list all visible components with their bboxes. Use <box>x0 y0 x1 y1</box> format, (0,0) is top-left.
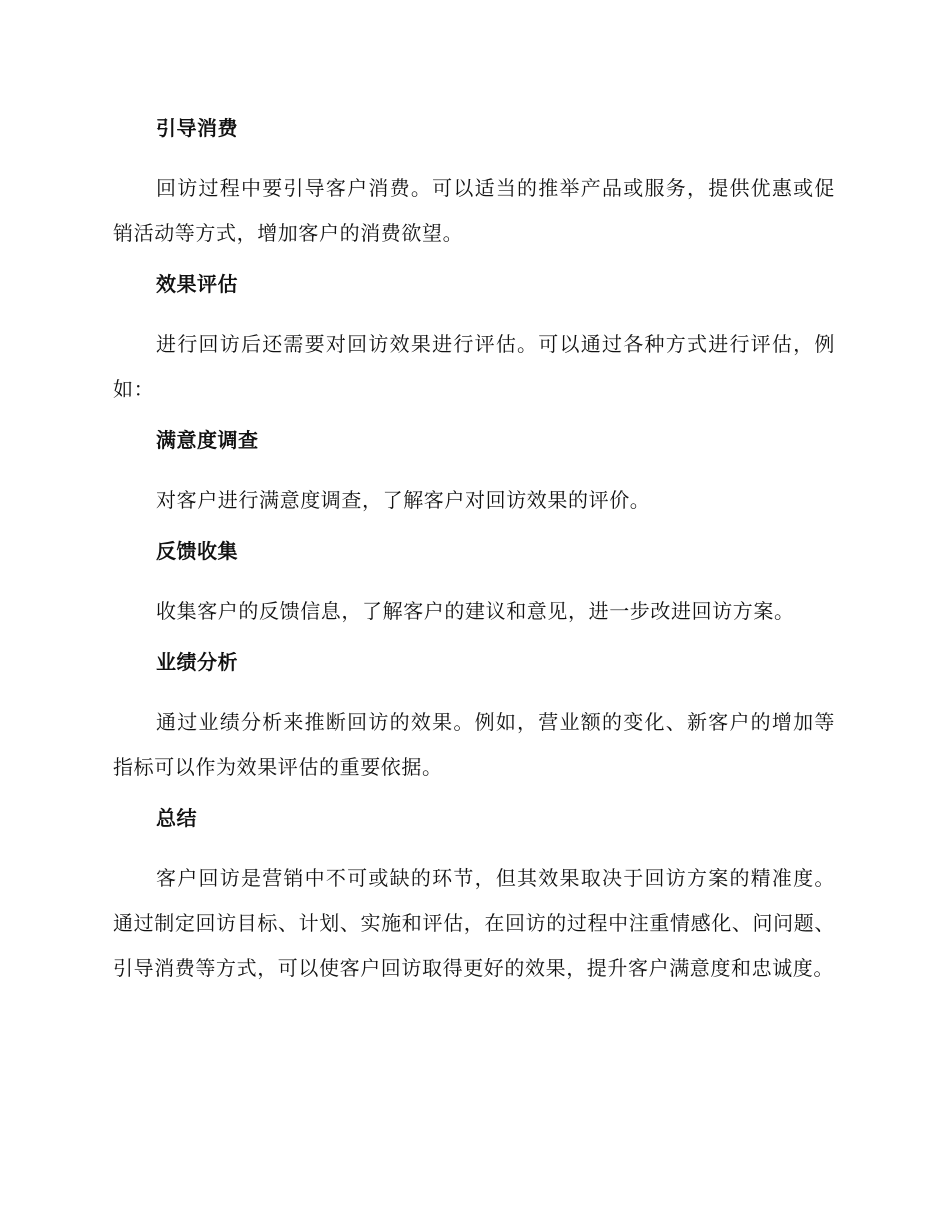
section-heading: 效果评估 <box>156 272 238 296</box>
section-performance-analysis <box>113 646 835 790</box>
section-heading: 引导消费 <box>156 116 238 140</box>
section-heading: 反馈收集 <box>156 539 238 563</box>
section-paragraph: 客户回访是营销中不可或缺的环节，但其效果取决于回访方案的精准度。通过制定回访目标、计划、实施和评估，在回访的过程中注重情感化、问问题、引导消费等方式，可以使客户回访取得更好的效果，提升客户满意度和忠诚度。 <box>113 866 835 980</box>
document-page <box>113 112 835 1003</box>
section-effect-evaluation <box>113 268 835 412</box>
section-heading: 满意度调查 <box>156 428 259 452</box>
section-paragraph: 进行回访后还需要对回访效果进行评估。可以通过各种方式进行评估，例如： <box>113 332 835 401</box>
section-paragraph: 收集客户的反馈信息，了解客户的建议和意见，进一步改进回访方案。 <box>156 599 795 623</box>
section-satisfaction-survey <box>113 424 835 523</box>
section-heading: 总结 <box>156 806 197 830</box>
section-paragraph: 回访过程中要引导客户消费。可以适当的推举产品或服务，提供优惠或促销活动等方式，增加客户的消费欲望。 <box>113 176 835 245</box>
section-heading: 业绩分析 <box>156 650 238 674</box>
section-paragraph: 通过业绩分析来推断回访的效果。例如，营业额的变化、新客户的增加等指标可以作为效果评估的重要依据。 <box>113 710 835 779</box>
section-summary <box>113 802 835 991</box>
section-paragraph: 对客户进行满意度调查，了解客户对回访效果的评价。 <box>156 488 651 512</box>
section-feedback-collection <box>113 535 835 634</box>
section-guide-consumption <box>113 112 835 256</box>
